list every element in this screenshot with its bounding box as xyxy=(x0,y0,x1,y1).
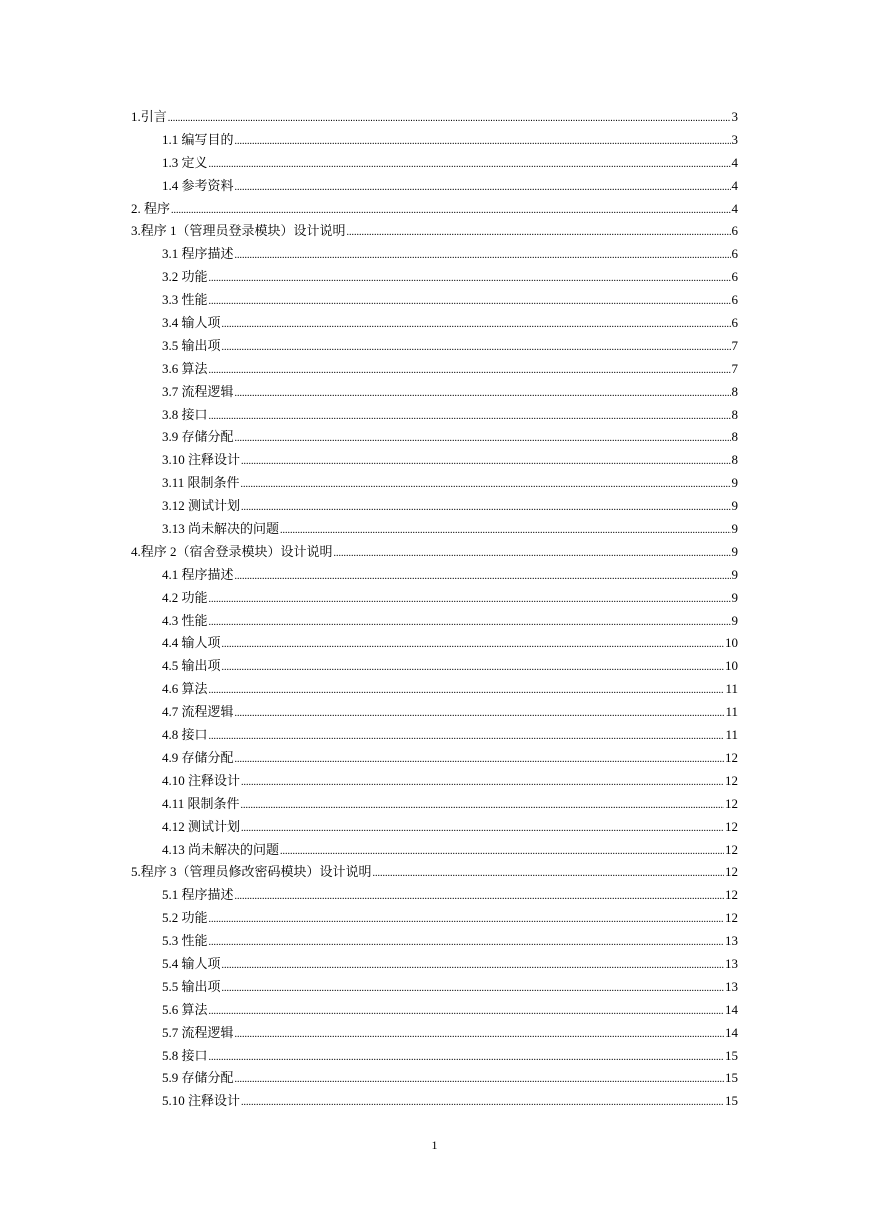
toc-entry-page-number: 6 xyxy=(731,269,738,285)
toc-dot-leader xyxy=(241,495,730,520)
toc-entry-title: 5.6 算法 xyxy=(162,1001,208,1017)
toc-entry-title: 3.12 测试计划 xyxy=(162,498,241,514)
toc-entry-page-number: 12 xyxy=(725,772,738,788)
toc-entry-page-number: 6 xyxy=(731,315,738,331)
toc-entry-title: 4.程序 2（宿舍登录模块）设计说明 xyxy=(131,543,333,559)
toc-entry-page-number: 9 xyxy=(731,475,738,491)
toc-dot-leader xyxy=(241,1090,724,1115)
toc-entry-section[interactable] xyxy=(131,175,738,198)
toc-entry-title: 4.3 性能 xyxy=(162,612,208,628)
toc-entry-page-number: 8 xyxy=(731,452,738,468)
toc-entry-title: 4.4 输人项 xyxy=(162,635,221,651)
toc-entry-title: 2. 程序 xyxy=(131,200,171,216)
toc-dot-leader xyxy=(235,243,731,268)
toc-dot-leader xyxy=(235,747,724,772)
toc-entry-page-number: 11 xyxy=(725,704,738,720)
toc-entry-section[interactable] xyxy=(131,770,738,793)
toc-entry-page-number: 15 xyxy=(725,1047,738,1063)
toc-entry-page-number: 9 xyxy=(731,589,738,605)
toc-entry-title: 3.13 尚未解决的问题 xyxy=(162,521,280,537)
toc-dot-leader xyxy=(334,541,731,566)
toc-entry-page-number: 13 xyxy=(725,978,738,994)
toc-entry-title: 3.1 程序描述 xyxy=(162,246,234,262)
toc-dot-leader xyxy=(241,770,724,795)
toc-dot-leader xyxy=(241,449,730,474)
toc-entry-title: 3.3 性能 xyxy=(162,292,208,308)
toc-entry-section[interactable] xyxy=(131,976,738,999)
toc-entry-title: 4.10 注释设计 xyxy=(162,772,241,788)
toc-entry-section[interactable] xyxy=(131,289,738,312)
toc-entry-title: 5.10 注释设计 xyxy=(162,1093,241,1109)
toc-entry-title: 5.7 流程逻辑 xyxy=(162,1024,234,1040)
toc-entry-section[interactable] xyxy=(131,243,738,266)
toc-dot-leader xyxy=(209,358,731,383)
toc-dot-leader xyxy=(209,930,724,955)
toc-entry-title: 5.2 功能 xyxy=(162,910,208,926)
toc-entry-section[interactable] xyxy=(131,266,738,289)
toc-entry-page-number: 9 xyxy=(731,521,738,537)
toc-entry-page-number: 13 xyxy=(725,933,738,949)
toc-dot-leader xyxy=(235,426,731,451)
toc-dot-leader xyxy=(235,381,731,406)
toc-entry-page-number: 7 xyxy=(731,337,738,353)
toc-entry-section[interactable] xyxy=(131,358,738,381)
toc-entry-section[interactable] xyxy=(131,632,738,655)
toc-entry-page-number: 12 xyxy=(725,841,738,857)
toc-entry-section[interactable] xyxy=(131,724,738,747)
toc-entry-chapter[interactable] xyxy=(131,541,738,564)
toc-entry-page-number: 8 xyxy=(731,406,738,422)
toc-entry-chapter[interactable] xyxy=(131,220,738,243)
toc-entry-page-number: 8 xyxy=(731,429,738,445)
toc-entry-chapter[interactable] xyxy=(131,198,738,221)
toc-entry-title: 3.10 注释设计 xyxy=(162,452,241,468)
toc-entry-title: 4.9 存储分配 xyxy=(162,749,234,765)
toc-entry-title: 3.程序 1（管理员登录模块）设计说明 xyxy=(131,223,346,239)
toc-dot-leader xyxy=(168,106,731,131)
toc-entry-page-number: 10 xyxy=(725,635,738,651)
toc-entry-title: 4.13 尚未解决的问题 xyxy=(162,841,280,857)
toc-entry-page-number: 12 xyxy=(725,818,738,834)
toc-entry-page-number: 10 xyxy=(725,658,738,674)
toc-entry-title: 5.3 性能 xyxy=(162,933,208,949)
toc-dot-leader xyxy=(222,312,731,337)
toc-entry-page-number: 6 xyxy=(731,246,738,262)
toc-entry-title: 3.8 接口 xyxy=(162,406,208,422)
toc-entry-page-number: 14 xyxy=(725,1001,738,1017)
toc-dot-leader xyxy=(241,816,724,841)
toc-entry-section[interactable] xyxy=(131,747,738,770)
toc-dot-leader xyxy=(235,1022,724,1047)
toc-entry-section[interactable] xyxy=(131,564,738,587)
toc-entry-title: 4.1 程序描述 xyxy=(162,566,234,582)
toc-dot-leader xyxy=(235,175,731,200)
toc-entry-title: 4.6 算法 xyxy=(162,681,208,697)
toc-entry-section[interactable] xyxy=(131,999,738,1022)
toc-entry-title: 5.1 程序描述 xyxy=(162,887,234,903)
toc-dot-leader xyxy=(209,1045,724,1070)
toc-entry-section[interactable] xyxy=(131,839,738,862)
toc-entry-page-number: 15 xyxy=(725,1070,738,1086)
toc-entry-section[interactable] xyxy=(131,152,738,175)
toc-entry-page-number: 3 xyxy=(731,131,738,147)
toc-entry-section[interactable] xyxy=(131,930,738,953)
toc-entry-page-number: 4 xyxy=(731,177,738,193)
toc-dot-leader xyxy=(241,472,731,497)
toc-entry-section[interactable] xyxy=(131,426,738,449)
toc-dot-leader xyxy=(209,724,725,749)
toc-entry-section[interactable] xyxy=(131,678,738,701)
toc-entry-page-number: 8 xyxy=(731,383,738,399)
table-of-contents xyxy=(131,106,738,1113)
toc-entry-section[interactable] xyxy=(131,793,738,816)
toc-entry-section[interactable] xyxy=(131,884,738,907)
toc-dot-leader xyxy=(209,587,731,612)
toc-dot-leader xyxy=(347,220,731,245)
toc-entry-title: 1.引言 xyxy=(131,109,167,124)
toc-dot-leader xyxy=(209,678,725,703)
toc-entry-title: 5.5 输出项 xyxy=(162,978,221,994)
toc-entry-title: 5.程序 3（管理员修改密码模块）设计说明 xyxy=(131,864,372,880)
toc-entry-section[interactable] xyxy=(131,129,738,152)
toc-entry-section[interactable] xyxy=(131,1022,738,1045)
toc-entry-page-number: 7 xyxy=(731,360,738,376)
toc-entry-page-number: 12 xyxy=(725,887,738,903)
toc-entry-section[interactable] xyxy=(131,701,738,724)
toc-entry-section[interactable] xyxy=(131,953,738,976)
toc-entry-page-number: 13 xyxy=(725,955,738,971)
toc-dot-leader xyxy=(222,953,724,978)
page-number: 1 xyxy=(431,1138,438,1152)
toc-entry-page-number: 15 xyxy=(725,1093,738,1109)
toc-entry-title: 4.12 测试计划 xyxy=(162,818,241,834)
toc-dot-leader xyxy=(235,129,731,154)
toc-entry-section[interactable] xyxy=(131,472,738,495)
toc-entry-title: 5.9 存储分配 xyxy=(162,1070,234,1086)
toc-dot-leader xyxy=(235,701,725,726)
toc-dot-leader xyxy=(209,999,724,1024)
toc-entry-title: 4.8 接口 xyxy=(162,727,208,743)
toc-entry-page-number: 3 xyxy=(731,109,738,124)
toc-entry-page-number: 4 xyxy=(731,154,738,170)
toc-entry-section[interactable] xyxy=(131,907,738,930)
toc-entry-title: 1.4 参考资料 xyxy=(162,177,234,193)
toc-dot-leader xyxy=(280,518,730,543)
toc-entry-chapter[interactable] xyxy=(131,106,738,129)
toc-entry-page-number: 9 xyxy=(731,498,738,514)
toc-dot-leader xyxy=(209,152,731,177)
toc-entry-chapter[interactable] xyxy=(131,861,738,884)
toc-entry-page-number: 6 xyxy=(731,223,738,239)
toc-entry-section[interactable] xyxy=(131,587,738,610)
toc-entry-page-number: 11 xyxy=(725,727,738,743)
toc-entry-page-number: 12 xyxy=(725,749,738,765)
toc-entry-page-number: 12 xyxy=(725,864,738,880)
toc-entry-title: 1.3 定义 xyxy=(162,154,208,170)
toc-entry-title: 4.11 限制条件 xyxy=(162,795,240,811)
toc-entry-title: 5.4 输人项 xyxy=(162,955,221,971)
toc-entry-section[interactable] xyxy=(131,312,738,335)
toc-dot-leader xyxy=(209,404,731,429)
toc-entry-title: 1.1 编写目的 xyxy=(162,131,234,147)
toc-dot-leader xyxy=(235,884,724,909)
toc-entry-page-number: 9 xyxy=(731,566,738,582)
toc-entry-title: 3.9 存储分配 xyxy=(162,429,234,445)
toc-entry-section[interactable] xyxy=(131,1067,738,1090)
toc-entry-title: 3.5 输出项 xyxy=(162,337,221,353)
toc-entry-title: 3.4 输人项 xyxy=(162,315,221,331)
toc-entry-section[interactable] xyxy=(131,518,738,541)
toc-dot-leader xyxy=(209,289,731,314)
toc-entry-section[interactable] xyxy=(131,449,738,472)
toc-entry-section[interactable] xyxy=(131,655,738,678)
toc-dot-leader xyxy=(209,266,731,291)
toc-entry-page-number: 14 xyxy=(725,1024,738,1040)
toc-entry-page-number: 6 xyxy=(731,292,738,308)
toc-entry-section[interactable] xyxy=(131,1090,738,1113)
toc-dot-leader xyxy=(209,907,724,932)
toc-dot-leader xyxy=(222,632,724,657)
toc-entry-title: 5.8 接口 xyxy=(162,1047,208,1063)
toc-entry-section[interactable] xyxy=(131,335,738,358)
toc-dot-leader xyxy=(235,564,731,589)
toc-dot-leader xyxy=(373,861,724,886)
toc-dot-leader xyxy=(222,655,724,680)
toc-entry-title: 4.7 流程逻辑 xyxy=(162,704,234,720)
toc-entry-title: 3.7 流程逻辑 xyxy=(162,383,234,399)
toc-entry-section[interactable] xyxy=(131,495,738,518)
toc-entry-section[interactable] xyxy=(131,610,738,633)
toc-entry-title: 3.2 功能 xyxy=(162,269,208,285)
toc-dot-leader xyxy=(222,976,724,1001)
toc-entry-title: 3.6 算法 xyxy=(162,360,208,376)
toc-entry-title: 3.11 限制条件 xyxy=(162,475,240,491)
toc-dot-leader xyxy=(235,1067,724,1092)
toc-entry-title: 4.2 功能 xyxy=(162,589,208,605)
toc-entry-section[interactable] xyxy=(131,381,738,404)
toc-entry-section[interactable] xyxy=(131,1045,738,1068)
toc-entry-page-number: 4 xyxy=(731,200,738,216)
toc-entry-section[interactable] xyxy=(131,816,738,839)
toc-dot-leader xyxy=(241,793,724,818)
toc-dot-leader xyxy=(171,198,730,223)
toc-entry-title: 4.5 输出项 xyxy=(162,658,221,674)
toc-entry-page-number: 9 xyxy=(731,543,738,559)
toc-dot-leader xyxy=(222,335,731,360)
toc-entry-page-number: 12 xyxy=(725,910,738,926)
toc-entry-section[interactable] xyxy=(131,404,738,427)
toc-dot-leader xyxy=(209,610,731,635)
toc-entry-page-number: 12 xyxy=(725,795,738,811)
toc-dot-leader xyxy=(280,839,724,864)
toc-entry-page-number: 9 xyxy=(731,612,738,628)
toc-entry-page-number: 11 xyxy=(725,681,738,697)
